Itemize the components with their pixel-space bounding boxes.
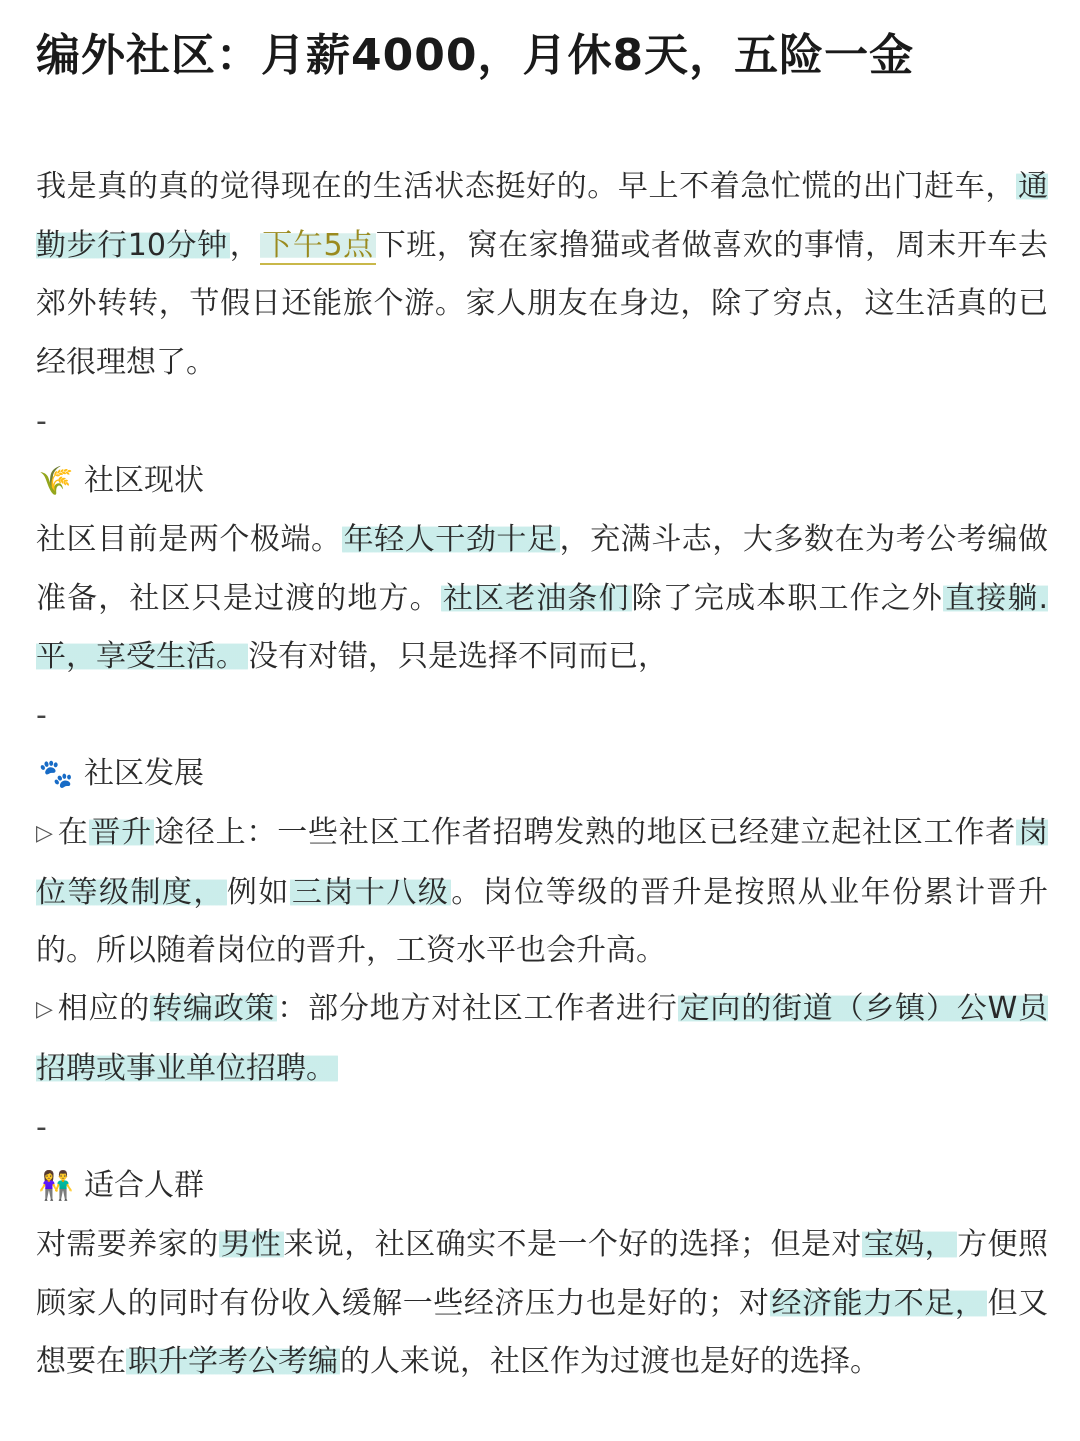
- intro-text-1: 我是真的真的觉得现在的生活状态挺好的。早上不着急忙慌的出门赶车，: [36, 169, 1016, 204]
- policy-text-1: 相应的: [57, 991, 151, 1026]
- highlight-mothers: 宝妈，: [863, 1227, 956, 1262]
- highlight-male: 男性: [220, 1227, 282, 1262]
- promotion-text-2: 途径上：一些社区工作者招聘发熟的地区已经建立起社区工作者: [154, 815, 1017, 850]
- section-heading-development-label: 社区发展: [84, 756, 204, 791]
- section-heading-status-label: 社区现状: [84, 463, 204, 498]
- development-item-promotion: [36, 804, 1048, 981]
- highlight-veterans: 社区老油条们: [442, 580, 630, 616]
- highlight-exam-prep: 职升学考公考编: [128, 1344, 338, 1379]
- audience-text-1: 对需要养家的: [36, 1227, 219, 1262]
- rice-icon: 🌾: [38, 464, 74, 497]
- highlight-three-posts: 三岗十八级: [291, 874, 450, 910]
- section-heading-audience: [36, 1157, 204, 1215]
- highlight-commute: 通勤步行10分钟: [36, 169, 1048, 263]
- section-heading-audience-label: 适合人群: [84, 1168, 204, 1203]
- highlight-young-people: 年轻人干劲十足: [343, 522, 558, 557]
- triangle-bullet-icon: ▷: [36, 821, 54, 846]
- triangle-bullet-icon: ▷: [36, 997, 54, 1022]
- page-title: 编外社区：月薪4000，月休8天，五险一金: [36, 30, 915, 81]
- audience-text-2: 来说，社区确实不是一个好的选择；但是对: [283, 1227, 862, 1262]
- highlight-grade-system: 岗位等级制度，: [36, 815, 1049, 910]
- couple-icon: 👫: [38, 1169, 74, 1202]
- development-item-policy: [36, 980, 1048, 1098]
- promotion-text-3: 例如: [226, 874, 290, 910]
- status-paragraph: [36, 511, 1048, 687]
- section-heading-development: [36, 745, 204, 803]
- audience-text-4: 但又想要在: [36, 1285, 1048, 1379]
- highlight-off-work-time: 下午5点: [262, 227, 374, 263]
- highlight-low-income: 经济能力不足，: [771, 1285, 986, 1321]
- divider-3: -: [36, 1110, 47, 1145]
- highlight-promotion: 晋升: [90, 815, 153, 850]
- divider-1: -: [36, 404, 47, 439]
- status-text-3: 除了完成本职工作之外: [631, 580, 944, 616]
- paw-prints-icon: 🐾: [38, 757, 74, 790]
- policy-text-2: ：部分地方对社区工作者进行: [277, 991, 678, 1026]
- highlight-lie-flat: 直接躺.平，享受生活。: [36, 580, 1049, 674]
- intro-text-2: ，: [229, 227, 261, 263]
- status-text-2: ，充满斗志，大多数在为考公考编做准备，社区只是过渡的地方。: [36, 522, 1048, 616]
- status-text-1: 社区目前是两个极端。: [36, 522, 342, 557]
- divider-2: -: [36, 698, 47, 733]
- highlight-transfer-policy: 转编政策: [152, 991, 276, 1026]
- intro-text-3: 下班，窝在家撸猫或者做喜欢的事情，周末开车去郊外转转，节假日还能旅个游。家人朋友在身边，除了穷点，这生活真的已经很理想了。: [36, 227, 1049, 380]
- audience-paragraph: [36, 1216, 1048, 1392]
- promotion-text-4: 。岗位等级的晋升是按照从业年份累计晋升的。所以随着岗位的晋升，工资水平也会升高。: [36, 874, 1049, 968]
- section-heading-status: [36, 452, 204, 510]
- promotion-text-1: 在: [57, 815, 89, 850]
- intro-paragraph: [36, 158, 1048, 392]
- audience-text-5: 的人来说，社区作为过渡也是好的选择。: [340, 1344, 880, 1379]
- highlight-directed-recruitment: 定向的街道（乡镇）公W员招聘或事业单位招聘。: [36, 991, 1049, 1086]
- audience-text-3: 方便照顾家人的同时有份收入缓解一些经济压力也是好的；对: [36, 1227, 1048, 1321]
- status-text-4: 没有对错，只是选择不同而已，: [248, 639, 668, 674]
